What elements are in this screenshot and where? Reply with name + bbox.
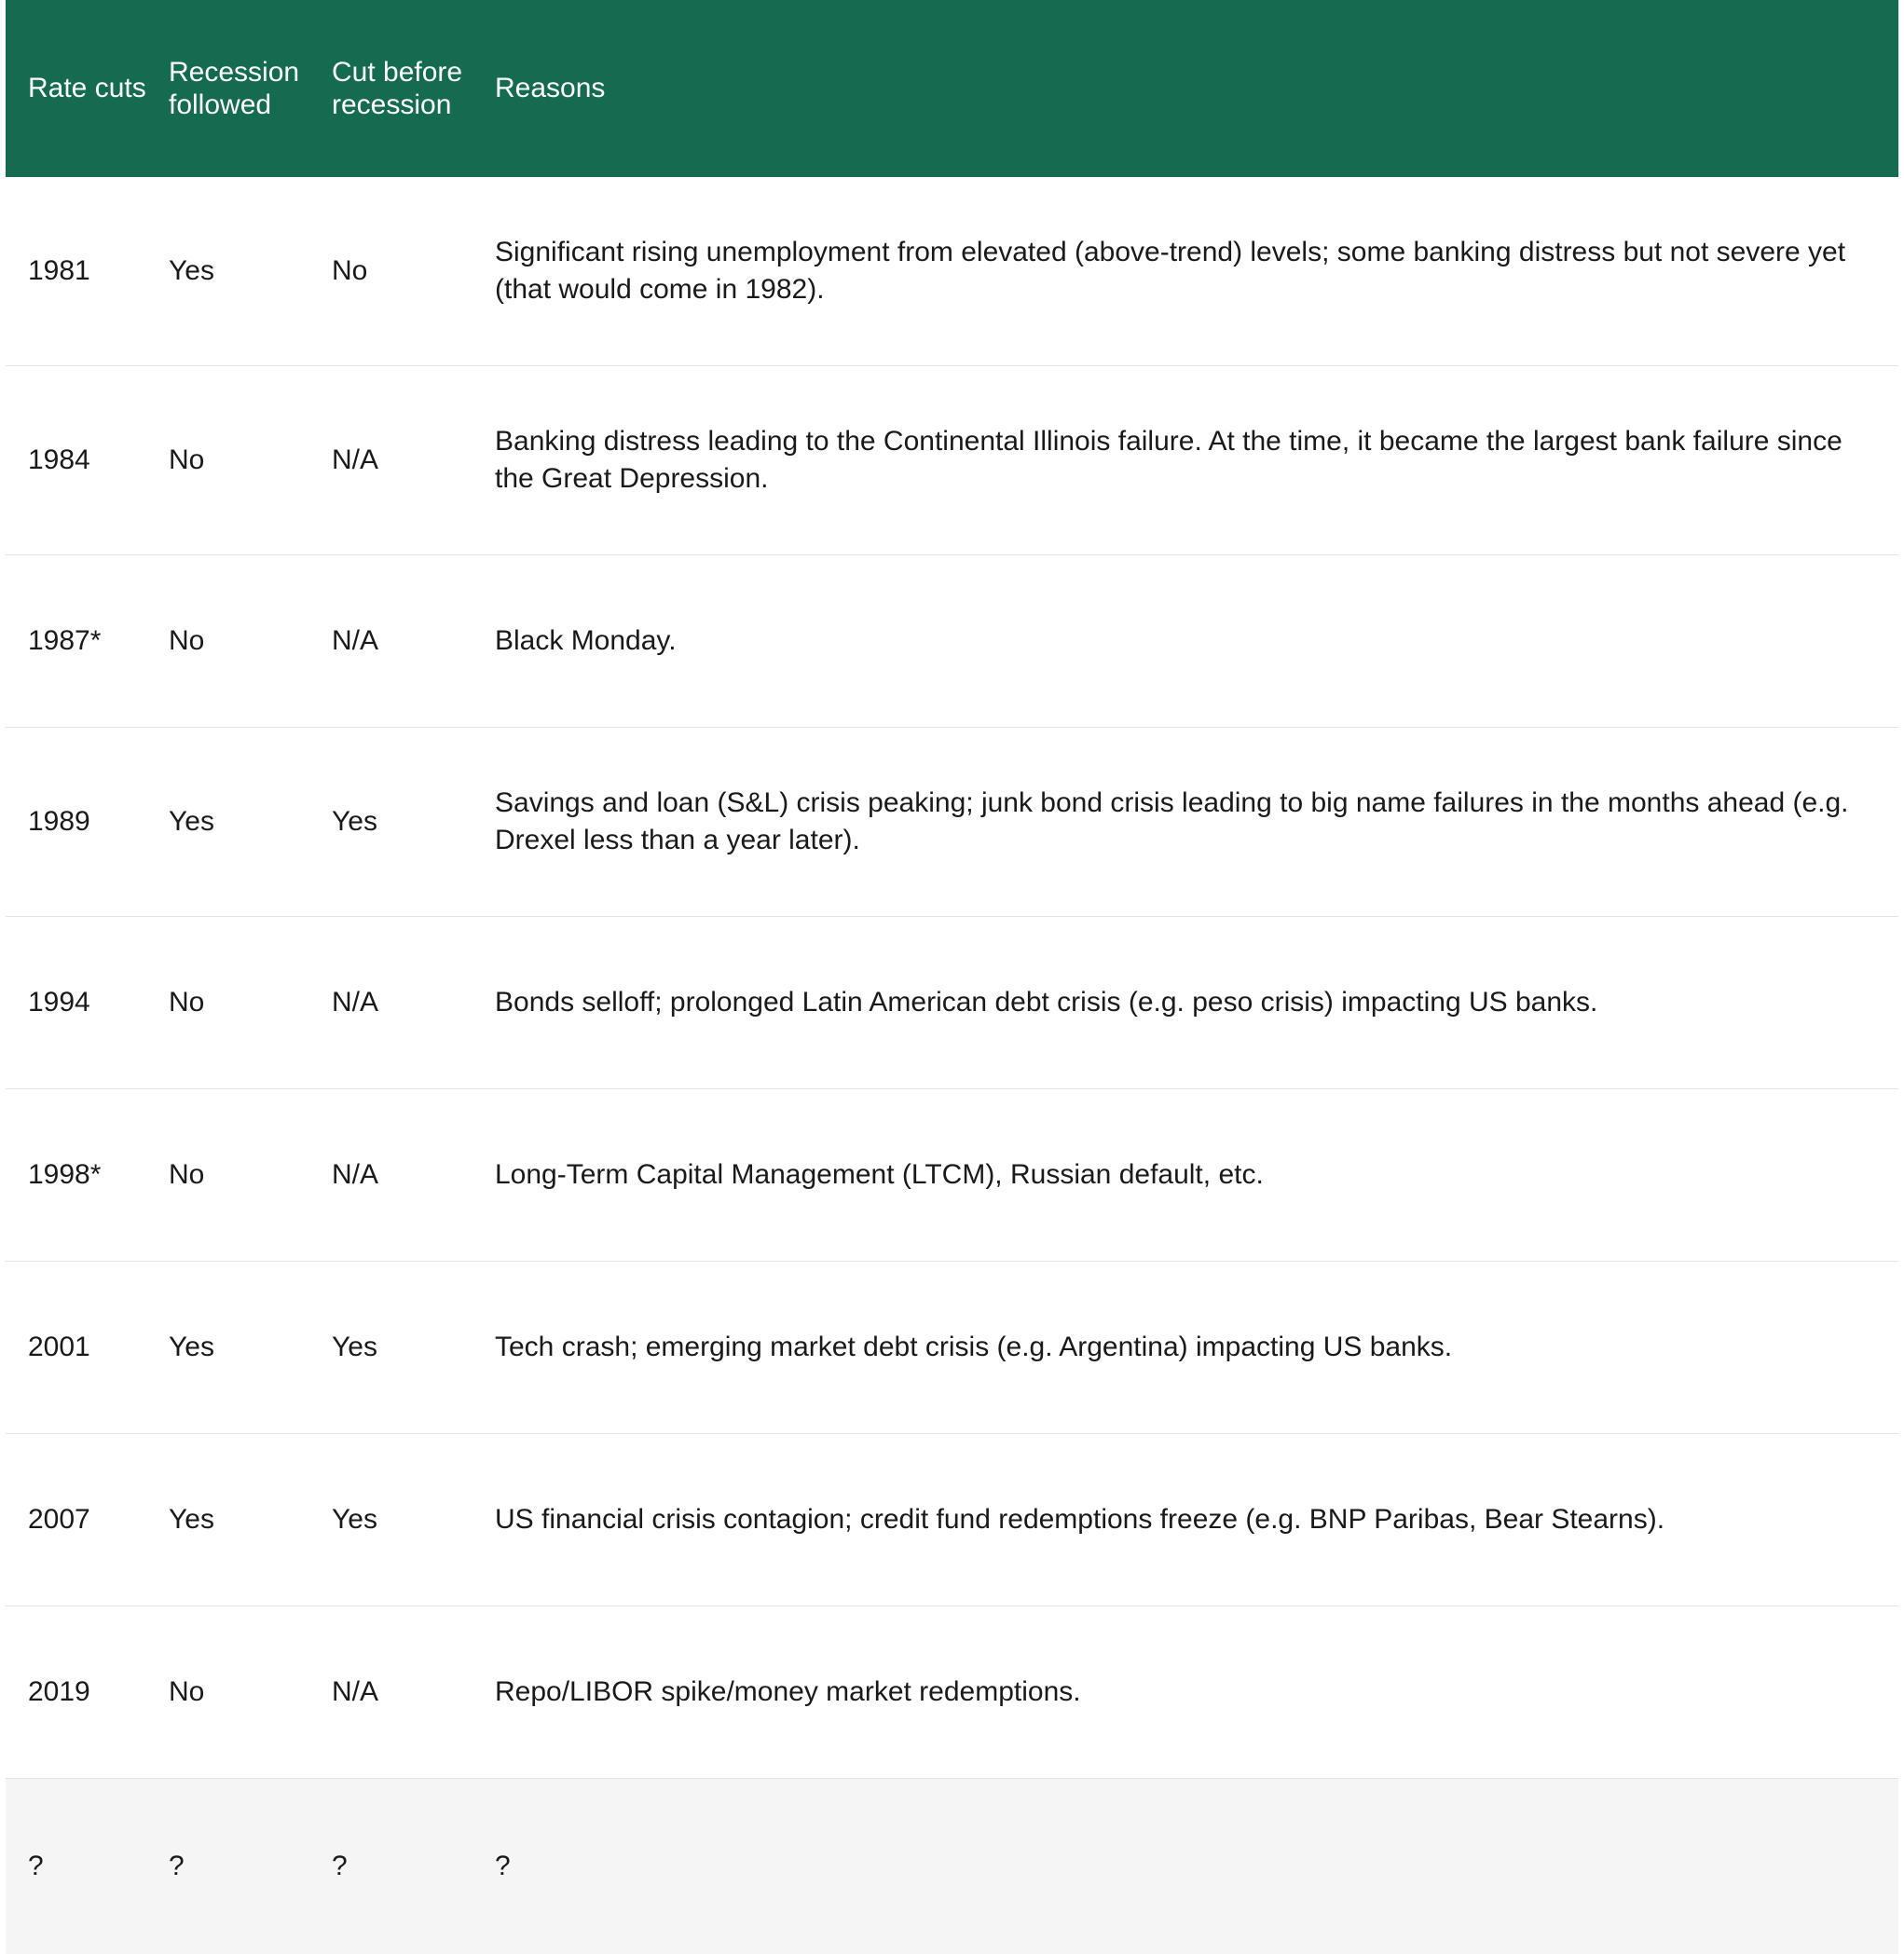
cell-recession-followed: Yes xyxy=(169,1434,332,1606)
table-header xyxy=(6,0,1898,177)
cell-recession-followed: No xyxy=(169,366,332,555)
cell-reason: Long-Term Capital Management (LTCM), Russian default, etc. xyxy=(495,1089,1898,1262)
cell-year: ? xyxy=(6,1779,169,1954)
cell-recession-followed: No xyxy=(169,917,332,1089)
cell-reason: ? xyxy=(495,1779,1898,1954)
cell-cut-before-recession: N/A xyxy=(332,1606,495,1779)
cell-cut-before-recession: Yes xyxy=(332,728,495,917)
column-header-recession-followed: Recession followed xyxy=(169,0,332,177)
cell-recession-followed: ? xyxy=(169,1779,332,1954)
table-row xyxy=(6,917,1898,1089)
cell-recession-followed: No xyxy=(169,1606,332,1779)
table-header-row xyxy=(6,0,1898,177)
cell-reason: Savings and loan (S&L) crisis peaking; junk bond crisis leading to big name failures in the months ahead (e.g. Drexel less than a year later). xyxy=(495,728,1898,917)
cell-recession-followed: Yes xyxy=(169,1262,332,1434)
column-header-reasons: Reasons xyxy=(495,0,1898,177)
cell-year: 1994 xyxy=(6,917,169,1089)
cell-recession-followed: No xyxy=(169,555,332,728)
column-header-rate-cuts: Rate cuts xyxy=(6,0,169,177)
cell-year: 2019 xyxy=(6,1606,169,1779)
cell-reason: Tech crash; emerging market debt crisis (e.g. Argentina) impacting US banks. xyxy=(495,1262,1898,1434)
cell-reason: Banking distress leading to the Continental Illinois failure. At the time, it became the largest bank failure since the Great Depression. xyxy=(495,366,1898,555)
table-row xyxy=(6,728,1898,917)
table-row xyxy=(6,1434,1898,1606)
cell-year: 1987* xyxy=(6,555,169,728)
table-row-unknown xyxy=(6,1779,1898,1954)
table-row xyxy=(6,1089,1898,1262)
cell-cut-before-recession: N/A xyxy=(332,555,495,728)
cell-cut-before-recession: No xyxy=(332,177,495,366)
cell-reason: Significant rising unemployment from elevated (above-trend) levels; some banking distress but not severe yet (that would come in 1982). xyxy=(495,177,1898,366)
cell-cut-before-recession: N/A xyxy=(332,366,495,555)
cell-cut-before-recession: N/A xyxy=(332,1089,495,1262)
cell-year: 1998* xyxy=(6,1089,169,1262)
cell-cut-before-recession: N/A xyxy=(332,917,495,1089)
cell-recession-followed: Yes xyxy=(169,728,332,917)
table-row xyxy=(6,1606,1898,1779)
cell-recession-followed: Yes xyxy=(169,177,332,366)
table-row xyxy=(6,555,1898,728)
table-body xyxy=(6,177,1898,1954)
table-row xyxy=(6,177,1898,366)
cell-cut-before-recession: ? xyxy=(332,1779,495,1954)
table-row xyxy=(6,1262,1898,1434)
column-header-cut-before-recession: Cut before recession xyxy=(332,0,495,177)
cell-year: 1984 xyxy=(6,366,169,555)
cell-year: 1989 xyxy=(6,728,169,917)
cell-reason: Repo/LIBOR spike/money market redemptions. xyxy=(495,1606,1898,1779)
cell-reason: US financial crisis contagion; credit fund redemptions freeze (e.g. BNP Paribas, Bear Stearns). xyxy=(495,1434,1898,1606)
cell-year: 2007 xyxy=(6,1434,169,1606)
cell-cut-before-recession: Yes xyxy=(332,1434,495,1606)
cell-reason: Bonds selloff; prolonged Latin American debt crisis (e.g. peso crisis) impacting US banks. xyxy=(495,917,1898,1089)
cell-reason: Black Monday. xyxy=(495,555,1898,728)
cell-year: 2001 xyxy=(6,1262,169,1434)
cell-cut-before-recession: Yes xyxy=(332,1262,495,1434)
rate-cuts-table xyxy=(6,0,1898,1954)
table-row xyxy=(6,366,1898,555)
cell-recession-followed: No xyxy=(169,1089,332,1262)
cell-year: 1981 xyxy=(6,177,169,366)
